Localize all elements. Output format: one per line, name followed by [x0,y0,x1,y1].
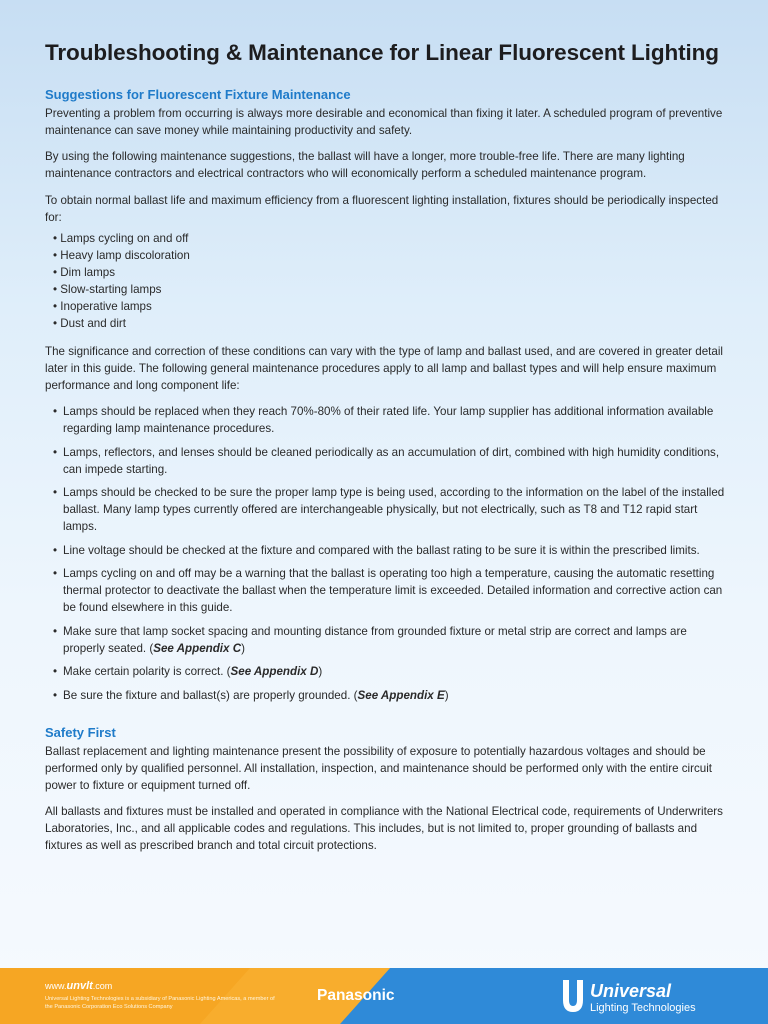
list-item: • Lamps, reflectors, and lenses should be cleaned periodically as an accumulation of dirt, combined with high humidity conditions, can impede starting. [53,445,720,476]
list-item: • Lamps should be checked to be sure the proper lamp type is being used, according to the information on the label of the installed ballast. Many lamp types currently offered are interchangeable physically, but not electrically, such as T8 and T12 rapid start lamps. [53,486,725,533]
panasonic-logo: Panasonic [317,987,395,1004]
appendix-d-reference: See Appendix D [230,665,319,678]
list-item: • Inoperative lamps [53,300,152,313]
universal-brand-name: Universal [590,981,672,1001]
inspection-list [45,230,725,332]
compliance-paragraph: All ballasts and fixtures must be installed and operated in compliance with the National Electrical code, requirements of Underwriters Laboratories, Inc., and all applicable codes and regulations. This includes, but is not limited to, proper grounding of ballasts and fixtures as well as prescribed branch and total circuit protections. [45,805,723,852]
appendix-c-reference: See Appendix C [153,641,242,655]
list-item: • Slow-starting lamps [53,283,162,296]
list-item: • Dust and dirt [53,317,127,330]
list-item: • Lamps cycling on and off [53,232,189,245]
universal-brand-subtitle: Lighting Technologies [590,1002,696,1014]
safety-paragraph: Ballast replacement and lighting maintenance present the possibility of exposure to potentially hazardous voltages and should be performed only by qualified personnel. All installation, inspection, and maintenance should be performed only with the entire circuit power to fixture or equipment turned off. [45,745,713,792]
safety-section [45,725,725,854]
universal-logo [560,978,740,1018]
intro-paragraph: Preventing a problem from occurring is always more desirable and economical than fixing it later. A scheduled program of preventive maintenance can save money while maintaining productivity and safety. [45,107,723,137]
section-heading-maintenance: Suggestions for Fluorescent Fixture Maintenance [45,87,351,102]
list-item: • Be sure the fixture and ballast(s) are properly grounded. (See Appendix E) [53,688,449,702]
footer-note: Universal Lighting Technologies is a subsidiary of Panasonic Lighting Americas, a member of the Panasonic Corporation Eco Solutions Company [45,996,275,1010]
footer-banner [0,968,768,1024]
maintenance-section [45,87,725,710]
inspection-paragraph: To obtain normal ballast life and maximum efficiency from a fluorescent lighting installation, fixtures should be periodically inspected for: [45,194,719,224]
list-item: • Line voltage should be checked at the fixture and compared with the ballast rating to be sure it is within the prescribed limits. [53,543,700,557]
section-heading-safety: Safety First [45,725,116,740]
list-item: • Make sure that lamp socket spacing and mounting distance from grounded fixture or metal strip are correct and lamps are properly seated. (See Appendix C) [53,624,687,655]
list-item: • Make certain polarity is correct. (See Appendix D) [53,665,323,678]
appendix-e-reference: See Appendix E [357,688,445,702]
procedures-list [45,403,725,704]
page-title: Troubleshooting & Maintenance for Linear Fluorescent Lighting [45,40,719,65]
website-link[interactable]: www.unvlt.com [45,980,113,992]
list-item: • Heavy lamp discoloration [53,249,190,262]
list-item: • Dim lamps [53,266,116,279]
universal-mark-icon [560,978,586,1014]
list-item: • Lamps should be replaced when they reach 70%-80% of their rated life. Your lamp supplier has additional information available regarding lamp maintenance procedures. [53,405,714,435]
procedures-intro-paragraph: The significance and correction of these conditions can vary with the type of lamp and ballast used, and are covered in greater detail later in this guide. The following general maintenance procedures apply to all lamp and ballast types and will help ensure maximum performance and long component life: [45,345,723,392]
list-item: • Lamps cycling on and off may be a warning that the ballast is operating too high a temperature, causing the automatic resetting thermal protector to deactivate the ballast when the temperature limit is exceeded. Detailed information and corrective action can be found elsewhere in this guide. [53,567,723,614]
ballast-paragraph: By using the following maintenance suggestions, the ballast will have a longer, more trouble-free life. There are many lighting maintenance contractors and electrical contractors who will economically perform a scheduled maintenance program. [45,150,685,180]
